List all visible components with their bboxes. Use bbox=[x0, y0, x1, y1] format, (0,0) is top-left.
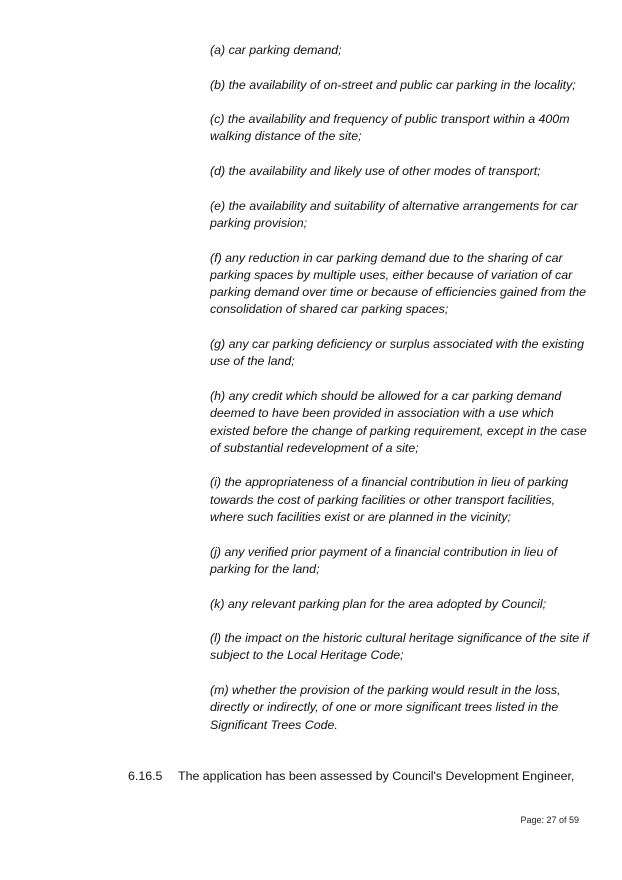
criterion-e: (e) the availability and suitability of alternative arrangements for car parking provision; bbox=[210, 198, 578, 230]
page-number: Page: 27 of 59 bbox=[520, 815, 579, 825]
criterion-f: (f) any reduction in car parking demand due to the sharing of car parking spaces by multiple uses, either because of variation of car parking demand over time or because of efficiencies gained from the consolidation of shared car parking spaces; bbox=[210, 250, 587, 317]
criterion-j: (j) any verified prior payment of a financial contribution in lieu of parking for the land; bbox=[210, 544, 558, 576]
criterion-c: (c) the availability and frequency of public transport within a 400m walking distance of the site; bbox=[210, 112, 570, 144]
criterion-d: (d) the availability and likely use of other modes of transport; bbox=[210, 164, 541, 179]
section-text: The application has been assessed by Council's Development Engineer, bbox=[178, 769, 575, 783]
criterion-k: (k) any relevant parking plan for the area adopted by Council; bbox=[210, 596, 547, 611]
criterion-h: (h) any credit which should be allowed for a car parking demand deemed to have been provided in association with a use which existed before the change of parking requirement, except in the case of substantial redevelopment of a site; bbox=[210, 388, 587, 455]
criterion-a: (a) car parking demand; bbox=[210, 43, 342, 57]
criterion-m: (m) whether the provision of the parking would result in the loss, directly or indirectly, of one or more significant trees listed in the Significant Trees Code. bbox=[210, 682, 561, 732]
section-paragraph bbox=[128, 768, 598, 785]
criterion-b: (b) the availability of on-street and public car parking in the locality; bbox=[210, 77, 576, 92]
criterion-l: (l) the impact on the historic cultural heritage significance of the site if subject to the Local Heritage Code; bbox=[210, 631, 589, 663]
criteria-list bbox=[210, 42, 590, 751]
section-number: 6.16.5 bbox=[128, 769, 163, 783]
criterion-i: (i) the appropriateness of a financial contribution in lieu of parking towards the cost of parking facilities or other transport facilities, where such facilities exist or are planned in the vicinity; bbox=[210, 475, 569, 525]
criterion-g: (g) any car parking deficiency or surplus associated with the existing use of the land; bbox=[210, 337, 584, 369]
